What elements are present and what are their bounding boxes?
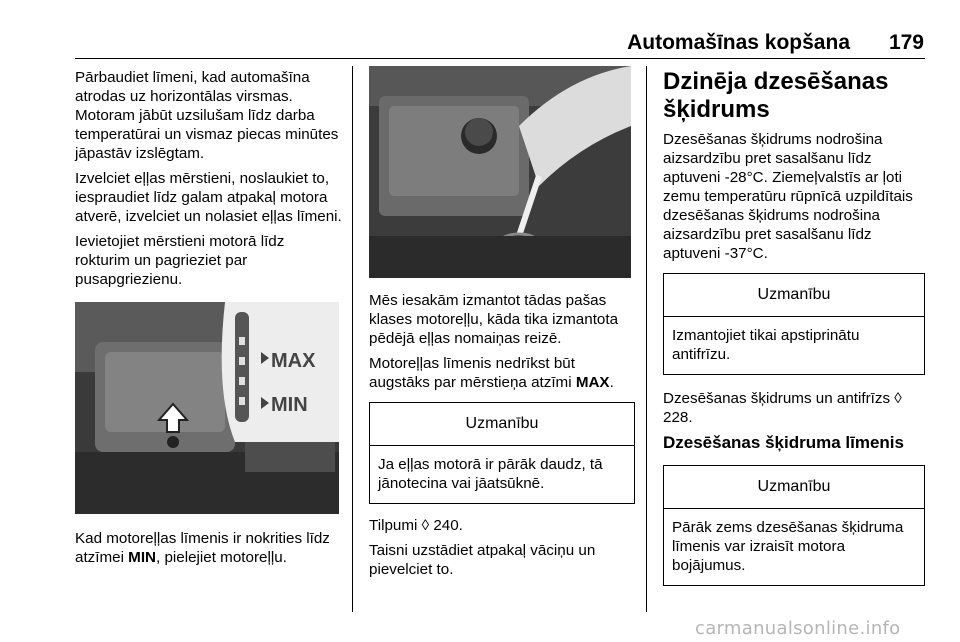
notice-title: Uzmanību bbox=[664, 274, 924, 317]
paragraph-coolant-protection: Dzesēšanas šķidrums nodrošina aizsardzību pret sasalšanu līdz aptuveni -28°C. Ziemeļvalstīs ar ļoti zemu temperatūru rūpnīcā uzpildītais dzesēšanas šķidrums nodrošina aizsardzību pret sasalšanu līdz aptuveni -37°C. bbox=[663, 131, 913, 262]
column-1-bottom bbox=[75, 529, 343, 573]
notice-box-antifreeze bbox=[663, 273, 925, 375]
notice-box-overfill bbox=[369, 402, 635, 504]
paragraph-refit-cap: Taisni uzstādiet atpakaļ vāciņu un pievelciet to. bbox=[369, 542, 596, 578]
paragraph-min-level: Kad motoreļļas līmenis ir nokrities līdz atzīmei MIN, pielejiet motoreļļu. bbox=[75, 530, 330, 566]
column-3 bbox=[663, 68, 925, 586]
notice-title: Uzmanību bbox=[370, 403, 634, 446]
dipstick-photo bbox=[75, 302, 339, 514]
notice-body: Ja eļļas motorā ir pārāk daudz, tā jānotecina vai jāatsūknē. bbox=[378, 456, 603, 492]
paragraph-check-level: Pārbaudiet līmeni, kad automašīna atrodas uz horizontālas virsmas. Motoram jābūt uzsilušam līdz darba temperatūrai un vismaz piecas minūtes jāpastāv izslēgtam. bbox=[75, 69, 339, 162]
column-2 bbox=[369, 291, 635, 585]
paragraph-insert-dipstick: Ievietojiet mērstieni motorā līdz rokturim un pagrieziet par pusapgriezienu. bbox=[75, 233, 285, 288]
watermark: carmanualsonline.info bbox=[695, 618, 901, 639]
column-divider-1 bbox=[352, 66, 353, 612]
running-header-title: Automašīnas kopšana bbox=[627, 31, 850, 54]
paragraph-pull-dipstick: Izvelciet eļļas mērstieni, noslaukiet to, iespraudiet līdz galam atpakaļ motora atverē, izvelciet un nolasiet eļļas līmeni. bbox=[75, 170, 342, 225]
oil-filler-photo bbox=[369, 66, 631, 278]
notice-title: Uzmanību bbox=[664, 466, 924, 509]
subheading-coolant-level: Dzesēšanas šķidruma līmenis bbox=[663, 433, 904, 452]
column-1 bbox=[75, 68, 343, 295]
max-mark-label: MAX bbox=[271, 350, 316, 372]
notice-body: Pārāk zems dzesēšanas šķidruma līmenis var izraisīt motora bojājumus. bbox=[672, 519, 904, 574]
column-divider-2 bbox=[646, 66, 647, 612]
paragraph-max-level: Motoreļļas līmenis nedrīkst būt augstāks par mērstieņa atzīmi MAX. bbox=[369, 355, 614, 391]
capacities-reference-link[interactable]: Tilpumi ◊ 240. bbox=[369, 517, 463, 534]
notice-box-low-coolant bbox=[663, 465, 925, 586]
min-mark-label: MIN bbox=[271, 394, 308, 416]
section-heading-coolant: Dzinēja dzesēšanas šķidrums bbox=[663, 68, 889, 123]
paragraph-oil-recommendation: Mēs iesakām izmantot tādas pašas klases motoreļļu, kāda tika izmantota pēdējā eļļas nomaiņas reizē. bbox=[369, 292, 619, 347]
page-number: 179 bbox=[888, 31, 924, 54]
coolant-reference-link[interactable]: Dzesēšanas šķidrums un antifrīzs ◊ 228. bbox=[663, 390, 902, 426]
header-divider bbox=[75, 58, 925, 59]
notice-body: Izmantojiet tikai apstiprinātu antifrīzu. bbox=[672, 327, 860, 363]
